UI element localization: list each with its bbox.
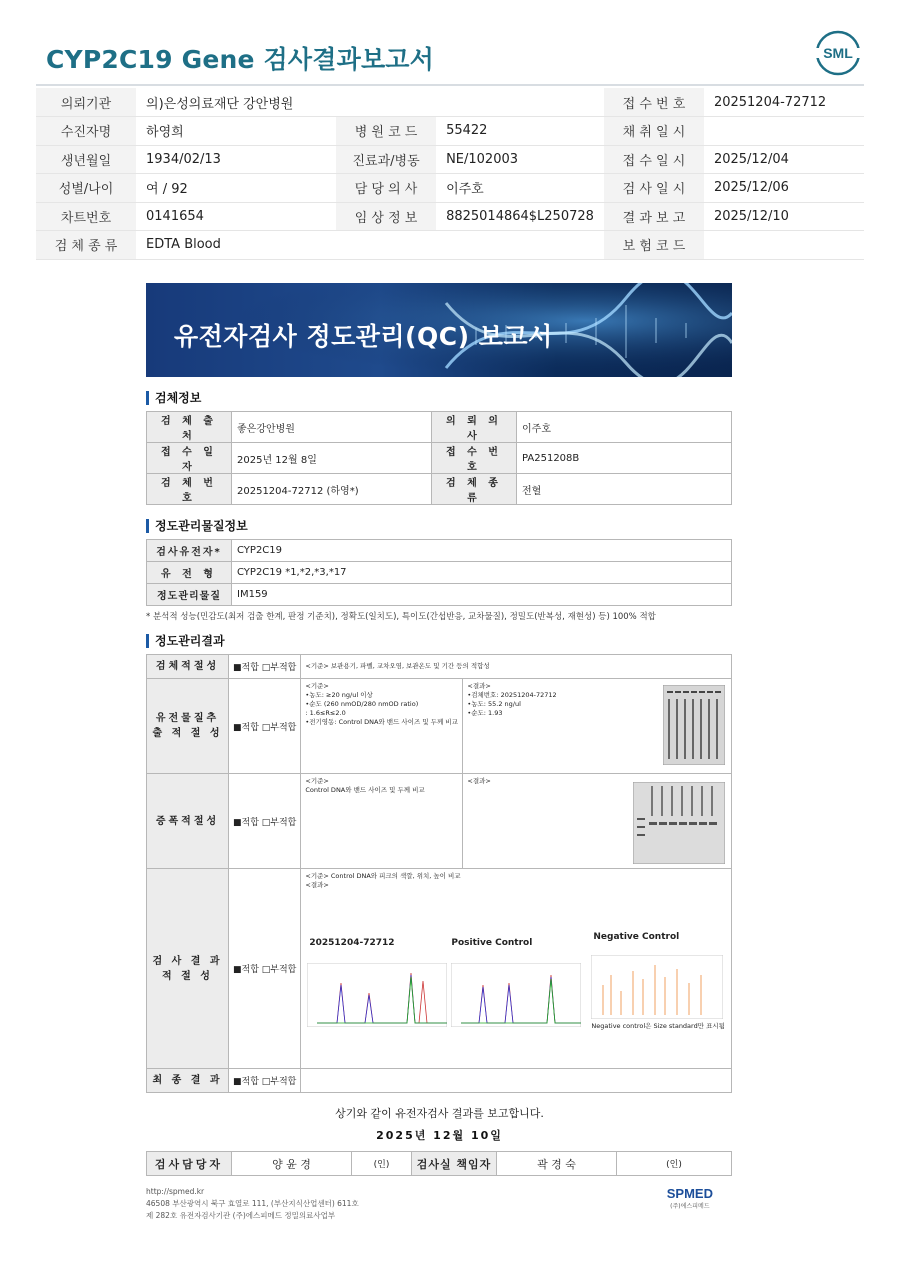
info-label: 검 사 일 시 <box>604 174 704 203</box>
chief-seal: (인) <box>617 1152 732 1176</box>
info-value: 20251204-72712 <box>704 88 864 117</box>
material-info-table <box>146 539 732 606</box>
info-value: 의)은성의료재단 강안병원 <box>136 88 336 117</box>
info-value <box>436 88 604 117</box>
info-value: EDTA Blood <box>136 231 336 260</box>
footer-license: 제 282호 유전자검사기관 (주)에스피메드 정밀의료사업부 <box>146 1211 336 1220</box>
r1-check: ■적합 □부적합 <box>229 655 301 679</box>
specimen-section-title: 검체정보 <box>146 391 733 405</box>
patient-info-table <box>36 88 864 260</box>
title-divider <box>36 84 864 86</box>
info-value: 여 / 92 <box>136 174 336 203</box>
spmed-logo: SPMED (주)에스피메드 <box>666 1186 713 1210</box>
plot1-electropherogram <box>307 963 447 1027</box>
info-row <box>36 117 864 146</box>
specimen-source: 좋은강안병원 <box>232 412 432 443</box>
gene-label: 검사유전자* <box>147 540 232 562</box>
r4-check: ■적합 □부적합 <box>229 869 301 1069</box>
qc-result-table <box>146 654 732 1093</box>
receipt-no: PA251208B <box>517 443 732 474</box>
genotype-label: 유 전 형 <box>147 562 232 584</box>
info-label <box>336 88 436 117</box>
info-row <box>36 145 864 174</box>
info-label: 검 체 종 류 <box>36 231 136 260</box>
info-value: 1934/02/13 <box>136 145 336 174</box>
specimen-type-label: 검 체 종 류 <box>432 474 517 505</box>
qc-banner <box>146 283 732 377</box>
qc-banner-title: 유전자검사 정도관리(QC) 보고서 <box>174 322 553 351</box>
info-label: 성별/나이 <box>36 174 136 203</box>
qc-report <box>146 283 733 1226</box>
info-row <box>36 202 864 231</box>
doctor-label: 의 뢰 의 사 <box>432 412 517 443</box>
r2-criteria: <기준> •농도: ≥20 ng/ul 이상 •순도 (260 nmOD/280 nmOD ratio) : 1.6≤R≤2.0 •전기영동: Control DNA와 밴드 사이즈 및 두께 비교 <box>301 679 463 774</box>
info-label <box>336 231 436 260</box>
plot2-title: Positive Control <box>451 938 533 948</box>
info-label: 병 원 코 드 <box>336 117 436 146</box>
info-label: 차트번호 <box>36 202 136 231</box>
signature-table <box>146 1151 732 1176</box>
info-row <box>36 231 864 260</box>
info-row <box>36 174 864 203</box>
gene: CYP2C19 <box>232 540 732 562</box>
info-label: 채 취 일 시 <box>604 117 704 146</box>
info-label: 의뢰기관 <box>36 88 136 117</box>
amplification-gel-image <box>633 782 725 864</box>
specimen-source-label: 검 체 출 처 <box>147 412 232 443</box>
plot3-electropherogram <box>591 955 723 1019</box>
footer-url: http://spmed.kr <box>146 1187 205 1196</box>
r1-label: 검체적절성 <box>147 655 229 679</box>
specimen-no-label: 검 체 번 호 <box>147 474 232 505</box>
sml-logo <box>815 30 861 76</box>
genotype: CYP2C19 *1,*2,*3,*17 <box>232 562 732 584</box>
tester-seal: (인) <box>352 1152 412 1176</box>
r4-label: 검 사 결 과 적 절 성 <box>147 869 229 1069</box>
material-section-title: 정도관리물질정보 <box>146 519 733 533</box>
info-value <box>704 231 864 260</box>
r5-blank <box>301 1069 732 1093</box>
info-value: 55422 <box>436 117 604 146</box>
chief-label: 검사실 책임자 <box>412 1152 497 1176</box>
doctor: 이주호 <box>517 412 732 443</box>
r2-result: <결과> •검체번호: 20251204-72712 •농도: 55.2 ng/ul •순도: 1.93 <box>463 679 732 774</box>
tester-name: 양 윤 경 <box>232 1152 352 1176</box>
info-value <box>436 231 604 260</box>
sml-logo-text: SML <box>823 45 853 61</box>
info-value: 이주호 <box>436 174 604 203</box>
r5-label: 최 종 결 과 <box>147 1069 229 1093</box>
info-value: 0141654 <box>136 202 336 231</box>
r3-criteria: <기준> Control DNA와 밴드 사이즈 및 두께 비교 <box>301 774 463 869</box>
r4-criteria: <기준> Control DNA와 피크의 색깔, 위치, 높이 비교 <결과> 20251204-72712 Positive Control Negative Control Negative control은 Size standard만 표시됨 <box>301 869 732 1069</box>
specimen-type: 전혈 <box>517 474 732 505</box>
receipt-date-label: 접 수 일 자 <box>147 443 232 474</box>
plot2-electropherogram <box>451 963 581 1027</box>
info-value: 2025/12/10 <box>704 202 864 231</box>
info-value: 8825014864$L250728 <box>436 202 604 231</box>
specimen-info-table <box>146 411 732 505</box>
info-label: 생년월일 <box>36 145 136 174</box>
info-value: 2025/12/06 <box>704 174 864 203</box>
info-label: 진료과/병동 <box>336 145 436 174</box>
plot1-title: 20251204-72712 <box>309 938 395 948</box>
r3-check: ■적합 □부적합 <box>229 774 301 869</box>
r2-label: 유전물질추출 적 절 성 <box>147 679 229 774</box>
tester-label: 검사담당자 <box>147 1152 232 1176</box>
info-value: 하영희 <box>136 117 336 146</box>
receipt-date: 2025년 12월 8일 <box>232 443 432 474</box>
plot3-note: Negative control은 Size standard만 표시됨 <box>591 1022 725 1030</box>
footer <box>146 1186 733 1226</box>
report-statement: 상기와 같이 유전자검사 결과를 보고합니다. <box>335 1107 544 1120</box>
r3-result: <결과> <box>463 774 732 869</box>
info-label: 결 과 보 고 <box>604 202 704 231</box>
r5-check: ■적합 □부적합 <box>229 1069 301 1093</box>
chief-name: 곽 경 숙 <box>497 1152 617 1176</box>
report-date: 2025년 12월 10일 <box>376 1129 503 1142</box>
report-title: CYP2C19 Gene 검사결과보고서 <box>46 45 434 74</box>
r1-criteria: <기준> 보관용기, 파벨, 교차오염, 보관온도 및 기간 등의 적합성 <box>301 655 732 679</box>
info-value: NE/102003 <box>436 145 604 174</box>
r3-label: 증폭적절성 <box>147 774 229 869</box>
receipt-no-label: 접 수 번 호 <box>432 443 517 474</box>
info-row <box>36 88 864 117</box>
info-label: 보 험 코 드 <box>604 231 704 260</box>
extraction-gel-image <box>663 685 725 765</box>
footer-address: 46508 부산광역시 북구 효열로 111, (부산지식산업센터) 611호 <box>146 1199 359 1208</box>
info-label: 담 당 의 사 <box>336 174 436 203</box>
info-label: 접 수 번 호 <box>604 88 704 117</box>
info-label: 임 상 정 보 <box>336 202 436 231</box>
plot3-title: Negative Control <box>593 932 680 942</box>
result-section-title: 정도관리결과 <box>146 634 733 648</box>
material-label: 정도관리물질 <box>147 584 232 606</box>
specimen-no: 20251204-72712 (하영*) <box>232 474 432 505</box>
material-note: * 분석적 성능(민감도(최저 검출 한계, 판정 기준치), 정확도(일치도), 특이도(간섭반응, 교차물질), 정밀도(반복성, 재현성) 등) 100% 적합 <box>146 612 656 622</box>
info-value: 2025/12/04 <box>704 145 864 174</box>
info-label: 수진자명 <box>36 117 136 146</box>
material: IM159 <box>232 584 732 606</box>
info-label: 접 수 일 시 <box>604 145 704 174</box>
r2-check: ■적합 □부적합 <box>229 679 301 774</box>
info-value <box>704 117 864 146</box>
